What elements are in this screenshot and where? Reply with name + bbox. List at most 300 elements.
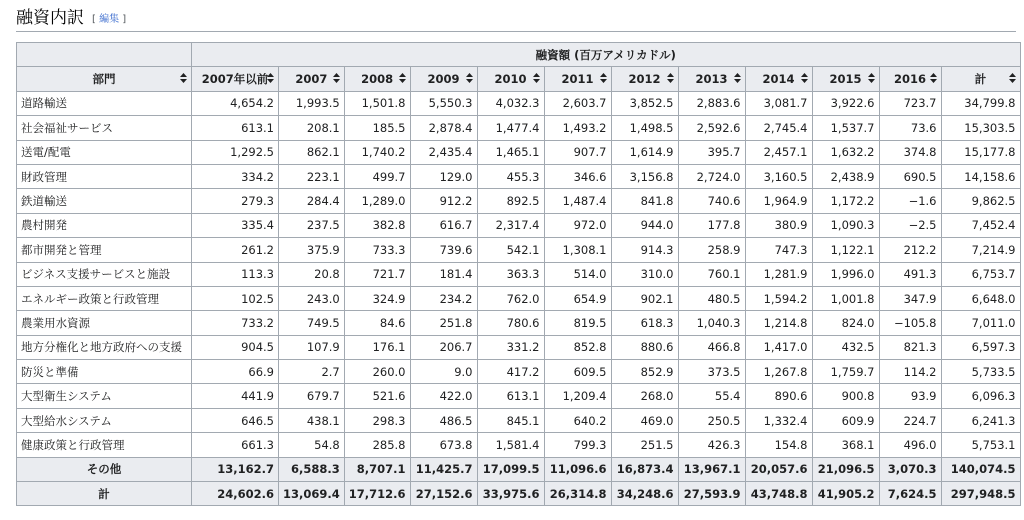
value-cell: 93.9 (879, 384, 941, 408)
updown-arrow-icon (267, 73, 274, 83)
value-cell: 41,905.2 (812, 482, 879, 506)
value-cell: 7,011.0 (941, 311, 1020, 335)
value-cell: 1,090.3 (812, 213, 879, 237)
table-row (17, 335, 1021, 359)
column-header-label: 2015 (829, 72, 862, 87)
column-header-label: 2010 (494, 72, 527, 87)
value-cell: 972.0 (544, 213, 611, 237)
value-cell: 1,214.8 (745, 311, 812, 335)
value-cell: 609.9 (812, 408, 879, 432)
value-cell: 613.1 (192, 116, 279, 140)
value-cell: 34,248.6 (611, 482, 678, 506)
value-cell: 542.1 (477, 238, 544, 262)
value-cell: 521.6 (344, 384, 410, 408)
value-cell: 455.3 (477, 164, 544, 188)
value-cell: 298.3 (344, 408, 410, 432)
sector-label: 大型衛生システム (17, 384, 192, 408)
value-cell: 1,632.2 (812, 140, 879, 164)
value-cell: 212.2 (879, 238, 941, 262)
value-cell: 733.3 (344, 238, 410, 262)
value-cell: 3,160.5 (745, 164, 812, 188)
updown-arrow-icon (667, 73, 674, 83)
column-header[interactable] (477, 67, 544, 91)
value-cell: 2,438.9 (812, 164, 879, 188)
value-cell: 4,654.2 (192, 91, 279, 115)
table-body (17, 91, 1021, 506)
value-cell: 3,922.6 (812, 91, 879, 115)
sort-icon[interactable] (868, 73, 875, 85)
value-cell: 862.1 (279, 140, 345, 164)
value-cell: 176.1 (344, 335, 410, 359)
value-cell: 84.6 (344, 311, 410, 335)
value-cell: 17,712.6 (344, 482, 410, 506)
updown-arrow-icon (1009, 73, 1016, 83)
value-cell: 154.8 (745, 433, 812, 457)
sort-icon[interactable] (1009, 73, 1016, 85)
sector-label: その他 (17, 457, 192, 481)
updown-arrow-icon (180, 73, 187, 83)
column-header[interactable] (678, 67, 745, 91)
value-cell: 9.0 (410, 360, 477, 384)
value-cell: 11,425.7 (410, 457, 477, 481)
value-cell: 821.3 (879, 335, 941, 359)
value-cell: 14,158.6 (941, 164, 1020, 188)
value-cell: 54.8 (279, 433, 345, 457)
edit-section (92, 12, 126, 28)
sector-label: 送電/配電 (17, 140, 192, 164)
table-row (17, 360, 1021, 384)
value-cell: 15,303.5 (941, 116, 1020, 140)
value-cell: 679.7 (279, 384, 345, 408)
value-cell: 66.9 (192, 360, 279, 384)
value-cell: 43,748.8 (745, 482, 812, 506)
value-cell: 34,799.8 (941, 91, 1020, 115)
value-cell: 17,099.5 (477, 457, 544, 481)
sector-label: 農村開発 (17, 213, 192, 237)
value-cell: 181.4 (410, 262, 477, 286)
value-cell: 1,209.4 (544, 384, 611, 408)
value-cell: 2,317.4 (477, 213, 544, 237)
value-cell: −105.8 (879, 311, 941, 335)
sector-label: 地方分権化と地方政府への支援 (17, 335, 192, 359)
sector-label: 鉄道輸送 (17, 189, 192, 213)
value-cell: 5,733.5 (941, 360, 1020, 384)
value-cell: 1,267.8 (745, 360, 812, 384)
value-cell: 721.7 (344, 262, 410, 286)
sector-label: エネルギー政策と行政管理 (17, 286, 192, 310)
value-cell: 297,948.5 (941, 482, 1020, 506)
updown-arrow-icon (868, 73, 875, 83)
value-cell: 237.5 (279, 213, 345, 237)
value-cell: 373.5 (678, 360, 745, 384)
value-cell: 432.5 (812, 335, 879, 359)
column-header-label: 2016 (893, 72, 926, 87)
value-cell: 1,759.7 (812, 360, 879, 384)
column-header-label: 2007 (295, 72, 328, 87)
column-header-label: 計 (974, 72, 987, 87)
value-cell: 380.9 (745, 213, 812, 237)
value-cell: 129.0 (410, 164, 477, 188)
value-cell: 661.3 (192, 433, 279, 457)
value-cell: 890.6 (745, 384, 812, 408)
sector-label: 大型給水システム (17, 408, 192, 432)
value-cell: 27,152.6 (410, 482, 477, 506)
value-cell: 1,417.0 (745, 335, 812, 359)
sort-icon[interactable] (267, 73, 274, 85)
column-header[interactable] (279, 67, 345, 91)
edit-bracket-open: [ (92, 14, 96, 25)
value-cell: 749.5 (279, 311, 345, 335)
sector-label: 健康政策と行政管理 (17, 433, 192, 457)
value-cell: 206.7 (410, 335, 477, 359)
value-cell: 1,308.1 (544, 238, 611, 262)
value-cell: 900.8 (812, 384, 879, 408)
section-header (16, 6, 1016, 32)
value-cell: 2,883.6 (678, 91, 745, 115)
value-cell: 740.6 (678, 189, 745, 213)
value-cell: 892.5 (477, 189, 544, 213)
total-row (17, 457, 1021, 481)
value-cell: 2,457.1 (745, 140, 812, 164)
value-cell: 739.6 (410, 238, 477, 262)
value-cell: 107.9 (279, 335, 345, 359)
value-cell: 646.5 (192, 408, 279, 432)
value-cell: 417.2 (477, 360, 544, 384)
column-header-label: 部門 (92, 72, 116, 87)
value-cell: 852.9 (611, 360, 678, 384)
value-cell: −2.5 (879, 213, 941, 237)
value-cell: 3,852.5 (611, 91, 678, 115)
value-cell: 3,081.7 (745, 91, 812, 115)
value-cell: 762.0 (477, 286, 544, 310)
value-cell: 799.3 (544, 433, 611, 457)
value-cell: 251.5 (611, 433, 678, 457)
value-cell: 2,724.0 (678, 164, 745, 188)
value-cell: 285.8 (344, 433, 410, 457)
value-cell: 24,602.6 (192, 482, 279, 506)
value-cell: 1,498.5 (611, 116, 678, 140)
sector-label: 都市開発と管理 (17, 238, 192, 262)
value-cell: 514.0 (544, 262, 611, 286)
edit-bracket-close: ] (122, 14, 127, 25)
sort-icon[interactable] (399, 73, 406, 85)
value-cell: 7,452.4 (941, 213, 1020, 237)
value-cell: 914.3 (611, 238, 678, 262)
value-cell: −1.6 (879, 189, 941, 213)
value-cell: 747.3 (745, 238, 812, 262)
group-header: 融資額 (百万アメリカドル) (192, 43, 1021, 67)
column-header[interactable] (745, 67, 812, 91)
column-header-label: 2011 (561, 72, 594, 87)
sort-icon[interactable] (180, 73, 187, 85)
value-cell: 3,156.8 (611, 164, 678, 188)
value-cell: 1,964.9 (745, 189, 812, 213)
loan-breakdown-table (16, 42, 1021, 506)
value-cell: 438.1 (279, 408, 345, 432)
value-cell: 690.5 (879, 164, 941, 188)
value-cell: 2,592.6 (678, 116, 745, 140)
value-cell: 331.2 (477, 335, 544, 359)
value-cell: 113.3 (192, 262, 279, 286)
value-cell: 223.1 (279, 164, 345, 188)
value-cell: 845.1 (477, 408, 544, 432)
value-cell: 2,878.4 (410, 116, 477, 140)
updown-arrow-icon (734, 73, 741, 83)
value-cell: 310.0 (611, 262, 678, 286)
value-cell: 177.8 (678, 213, 745, 237)
value-cell: 944.0 (611, 213, 678, 237)
value-cell: 1,122.1 (812, 238, 879, 262)
value-cell: 1,493.2 (544, 116, 611, 140)
section-title: 融資内訳 (16, 8, 84, 28)
column-header[interactable] (812, 67, 879, 91)
value-cell: 1,292.5 (192, 140, 279, 164)
value-cell: 1,740.2 (344, 140, 410, 164)
value-cell: 8,707.1 (344, 457, 410, 481)
value-cell: 1,172.2 (812, 189, 879, 213)
column-header-label: 2008 (361, 72, 394, 87)
value-cell: 1,594.2 (745, 286, 812, 310)
value-cell: 234.2 (410, 286, 477, 310)
value-cell: 441.9 (192, 384, 279, 408)
column-header[interactable] (344, 67, 410, 91)
value-cell: 7,214.9 (941, 238, 1020, 262)
value-cell: 1,040.3 (678, 311, 745, 335)
table-row (17, 213, 1021, 237)
value-cell: 5,753.1 (941, 433, 1020, 457)
value-cell: 1,993.5 (279, 91, 345, 115)
value-cell: 346.6 (544, 164, 611, 188)
value-cell: 733.2 (192, 311, 279, 335)
table-head (17, 43, 1021, 92)
value-cell: 480.5 (678, 286, 745, 310)
value-cell: 4,032.3 (477, 91, 544, 115)
table-row (17, 140, 1021, 164)
updown-arrow-icon (333, 73, 340, 83)
value-cell: 375.9 (279, 238, 345, 262)
sort-icon[interactable] (667, 73, 674, 85)
value-cell: 284.4 (279, 189, 345, 213)
value-cell: 208.1 (279, 116, 345, 140)
value-cell: 7,624.5 (879, 482, 941, 506)
value-cell: 260.0 (344, 360, 410, 384)
value-cell: 466.8 (678, 335, 745, 359)
updown-arrow-icon (533, 73, 540, 83)
sector-label: 計 (17, 482, 192, 506)
value-cell: 6,241.3 (941, 408, 1020, 432)
value-cell: 1,487.4 (544, 189, 611, 213)
value-cell: 2,435.4 (410, 140, 477, 164)
value-cell: 426.3 (678, 433, 745, 457)
updown-arrow-icon (600, 73, 607, 83)
value-cell: 20.8 (279, 262, 345, 286)
value-cell: 902.1 (611, 286, 678, 310)
value-cell: 1,465.1 (477, 140, 544, 164)
value-cell: 261.2 (192, 238, 279, 262)
value-cell: 912.2 (410, 189, 477, 213)
value-cell: 251.8 (410, 311, 477, 335)
sector-label: 財政管理 (17, 164, 192, 188)
updown-arrow-icon (399, 73, 406, 83)
value-cell: 1,289.0 (344, 189, 410, 213)
value-cell: 395.7 (678, 140, 745, 164)
value-cell: 33,975.6 (477, 482, 544, 506)
table-row (17, 238, 1021, 262)
value-cell: 618.3 (611, 311, 678, 335)
table-wrapper (16, 42, 1021, 506)
value-cell: 73.6 (879, 116, 941, 140)
value-cell: 852.8 (544, 335, 611, 359)
value-cell: 2,603.7 (544, 91, 611, 115)
value-cell: 114.2 (879, 360, 941, 384)
table-row (17, 408, 1021, 432)
sector-label: 道路輸送 (17, 91, 192, 115)
column-header[interactable] (17, 67, 192, 91)
value-cell: 324.9 (344, 286, 410, 310)
column-header-label: 2007年以前 (201, 72, 269, 87)
group-header-row (17, 43, 1021, 67)
column-header-label: 2009 (427, 72, 460, 87)
updown-arrow-icon (801, 73, 808, 83)
column-header-label: 2012 (628, 72, 661, 87)
sector-label: 農業用水資源 (17, 311, 192, 335)
value-cell: 16,873.4 (611, 457, 678, 481)
value-cell: 5,550.3 (410, 91, 477, 115)
column-header-label: 2013 (695, 72, 728, 87)
value-cell: 723.7 (879, 91, 941, 115)
edit-link[interactable]: 編集 (99, 14, 120, 25)
value-cell: 1,581.4 (477, 433, 544, 457)
value-cell: 268.0 (611, 384, 678, 408)
sort-icon[interactable] (801, 73, 808, 85)
value-cell: 55.4 (678, 384, 745, 408)
value-cell: 6,588.3 (279, 457, 345, 481)
value-cell: 1,001.8 (812, 286, 879, 310)
value-cell: 469.0 (611, 408, 678, 432)
value-cell: 15,177.8 (941, 140, 1020, 164)
value-cell: 2.7 (279, 360, 345, 384)
column-header[interactable] (941, 67, 1020, 91)
value-cell: 841.8 (611, 189, 678, 213)
value-cell: 1,281.9 (745, 262, 812, 286)
value-cell: 279.3 (192, 189, 279, 213)
value-cell: 224.7 (879, 408, 941, 432)
value-cell: 609.5 (544, 360, 611, 384)
value-cell: 496.0 (879, 433, 941, 457)
value-cell: 368.1 (812, 433, 879, 457)
table-row (17, 311, 1021, 335)
value-cell: 140,074.5 (941, 457, 1020, 481)
value-cell: 6,753.7 (941, 262, 1020, 286)
value-cell: 673.8 (410, 433, 477, 457)
value-cell: 6,648.0 (941, 286, 1020, 310)
column-header-row (17, 67, 1021, 91)
sort-icon[interactable] (930, 73, 937, 85)
table-row (17, 91, 1021, 115)
value-cell: 880.6 (611, 335, 678, 359)
table-row (17, 433, 1021, 457)
value-cell: 334.2 (192, 164, 279, 188)
value-cell: 11,096.6 (544, 457, 611, 481)
value-cell: 499.7 (344, 164, 410, 188)
value-cell: 907.7 (544, 140, 611, 164)
value-cell: 20,057.6 (745, 457, 812, 481)
value-cell: 491.3 (879, 262, 941, 286)
value-cell: 102.5 (192, 286, 279, 310)
updown-arrow-icon (930, 73, 937, 83)
value-cell: 13,069.4 (279, 482, 345, 506)
table-row (17, 286, 1021, 310)
column-header[interactable] (192, 67, 279, 91)
value-cell: 27,593.9 (678, 482, 745, 506)
value-cell: 6,597.3 (941, 335, 1020, 359)
value-cell: 374.8 (879, 140, 941, 164)
value-cell: 2,745.4 (745, 116, 812, 140)
sort-icon[interactable] (533, 73, 540, 85)
value-cell: 3,070.3 (879, 457, 941, 481)
value-cell: 824.0 (812, 311, 879, 335)
column-header[interactable] (879, 67, 941, 91)
value-cell: 363.3 (477, 262, 544, 286)
value-cell: 13,162.7 (192, 457, 279, 481)
value-cell: 347.9 (879, 286, 941, 310)
value-cell: 9,862.5 (941, 189, 1020, 213)
table-row (17, 384, 1021, 408)
sort-icon[interactable] (333, 73, 340, 85)
value-cell: 780.6 (477, 311, 544, 335)
sort-icon[interactable] (734, 73, 741, 85)
value-cell: 21,096.5 (812, 457, 879, 481)
value-cell: 1,501.8 (344, 91, 410, 115)
value-cell: 258.9 (678, 238, 745, 262)
sort-icon[interactable] (600, 73, 607, 85)
value-cell: 904.5 (192, 335, 279, 359)
value-cell: 1,477.4 (477, 116, 544, 140)
table-row (17, 164, 1021, 188)
value-cell: 819.5 (544, 311, 611, 335)
value-cell: 382.8 (344, 213, 410, 237)
updown-arrow-icon (466, 73, 473, 83)
sector-label: 防災と準備 (17, 360, 192, 384)
value-cell: 760.1 (678, 262, 745, 286)
value-cell: 640.2 (544, 408, 611, 432)
column-header[interactable] (611, 67, 678, 91)
value-cell: 1,537.7 (812, 116, 879, 140)
table-row (17, 262, 1021, 286)
value-cell: 422.0 (410, 384, 477, 408)
column-header[interactable] (410, 67, 477, 91)
column-header-label: 2014 (762, 72, 795, 87)
value-cell: 1,332.4 (745, 408, 812, 432)
total-row (17, 482, 1021, 506)
value-cell: 243.0 (279, 286, 345, 310)
value-cell: 335.4 (192, 213, 279, 237)
value-cell: 250.5 (678, 408, 745, 432)
value-cell: 486.5 (410, 408, 477, 432)
value-cell: 654.9 (544, 286, 611, 310)
value-cell: 1,996.0 (812, 262, 879, 286)
value-cell: 613.1 (477, 384, 544, 408)
table-row (17, 116, 1021, 140)
sort-icon[interactable] (466, 73, 473, 85)
column-header[interactable] (544, 67, 611, 91)
value-cell: 26,314.8 (544, 482, 611, 506)
blank-header-cell (17, 43, 192, 67)
table-row (17, 189, 1021, 213)
sector-label: 社会福祉サービス (17, 116, 192, 140)
value-cell: 6,096.3 (941, 384, 1020, 408)
sector-label: ビジネス支援サービスと施設 (17, 262, 192, 286)
